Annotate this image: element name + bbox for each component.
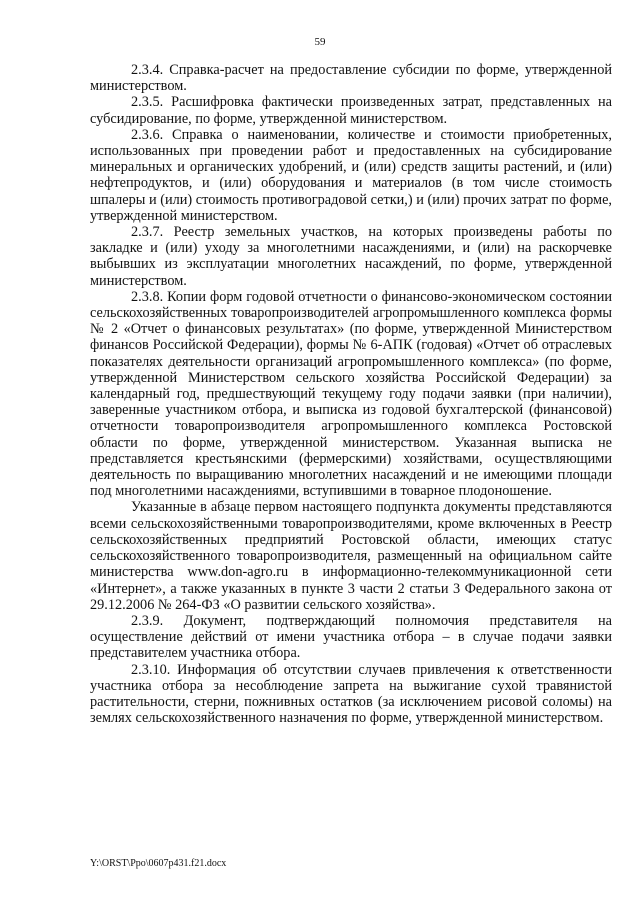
paragraph-2-3-8-note: Указанные в абзаце первом настоящего подпункта документы представляются всеми сельскохозяйственными товаропроизводителями, кроме включенных в Реестр сельскохозяйственных предприятий Ростовской области, имеющих статус сельскохозяйственного товаропроизводителя, размещенный на официальном сайте министерства www.don-agro.ru в информационно-телекоммуникационной сети «Интернет», а также указанных в пункте 3 части 2 статьи 3 Федерального закона от 29.12.2006 № 264-ФЗ «О развитии сельского хозяйства».: [90, 499, 612, 613]
paragraph-2-3-8: 2.3.8. Копии форм годовой отчетности о финансово-экономическом состоянии сельскохозяйственных товаропроизводителей агропромышленного комплекса формы № 2 «Отчет о финансовых результатах» (по форме, утвержденной Министерством финансов Российской Федерации), формы № 6-АПК (годовая) «Отчет об отраслевых показателях деятельности организаций агропромышленного комплекса» (по форме, утвержденной Министерством сельского хозяйства Российской Федерации) за календарный год, предшествующий текущему году подачи заявки (при наличии), заверенные участником отбора, и выписка из годовой бухгалтерской (финансовой) отчетности товаропроизводителя агропромышленного комплекса Ростовской области по форме, утвержденной министерством. Указанная выписка не представляется крестьянскими (фермерскими) хозяйствами, осуществляющими деятельность по выращиванию многолетних насаждений и не имеющими площади под многолетними насаждениями, вступившими в товарное плодоношение.: [90, 288, 612, 500]
paragraph-2-3-10: 2.3.10. Информация об отсутствии случаев привлечения к ответственности участника отбора за несоблюдение запрета на выжигание сухой травянистой растительности, стерни, пожнивных остатков (за исключением рисовой соломы) на землях сельскохозяйственного назначения по форме, утвержденной министерством.: [90, 661, 612, 727]
page-number: 59: [314, 36, 326, 48]
paragraph-2-3-4: 2.3.4. Справка-расчет на предоставление субсидии по форме, утвержденной министерством.: [90, 62, 612, 95]
document-body: [90, 62, 612, 726]
footer-file-path: Y:\ORST\Ppo\0607p431.f21.docx: [90, 858, 227, 869]
paragraph-2-3-9: 2.3.9. Документ, подтверждающий полномочия представителя на осуществление действий от имени участника отбора – в случае подачи заявки представителем участника отбора.: [90, 612, 612, 662]
paragraph-2-3-6: 2.3.6. Справка о наименовании, количестве и стоимости приобретенных, использованных при проведении работ и предоставленных на субсидирование минеральных и органических удобрений, и (или) средств защиты растений, и (или) нефтепродуктов, и (или) оборудования и материалов (в том числе стоимость шпалеры и (или) стоимость противоградовой сетки,) и (или) прочих затрат по форме, утвержденной министерством.: [90, 126, 612, 224]
paragraph-2-3-5: 2.3.5. Расшифровка фактически произведенных затрат, представленных на субсидирование, по форме, утвержденной министерством.: [90, 94, 612, 127]
paragraph-2-3-7: 2.3.7. Реестр земельных участков, на которых произведены работы по закладке и (или) уходу за многолетними насаждениями, и (или) на раскорчевке выбывших из эксплуатации многолетних насаждений, по форме, утвержденной министерством.: [90, 224, 612, 289]
